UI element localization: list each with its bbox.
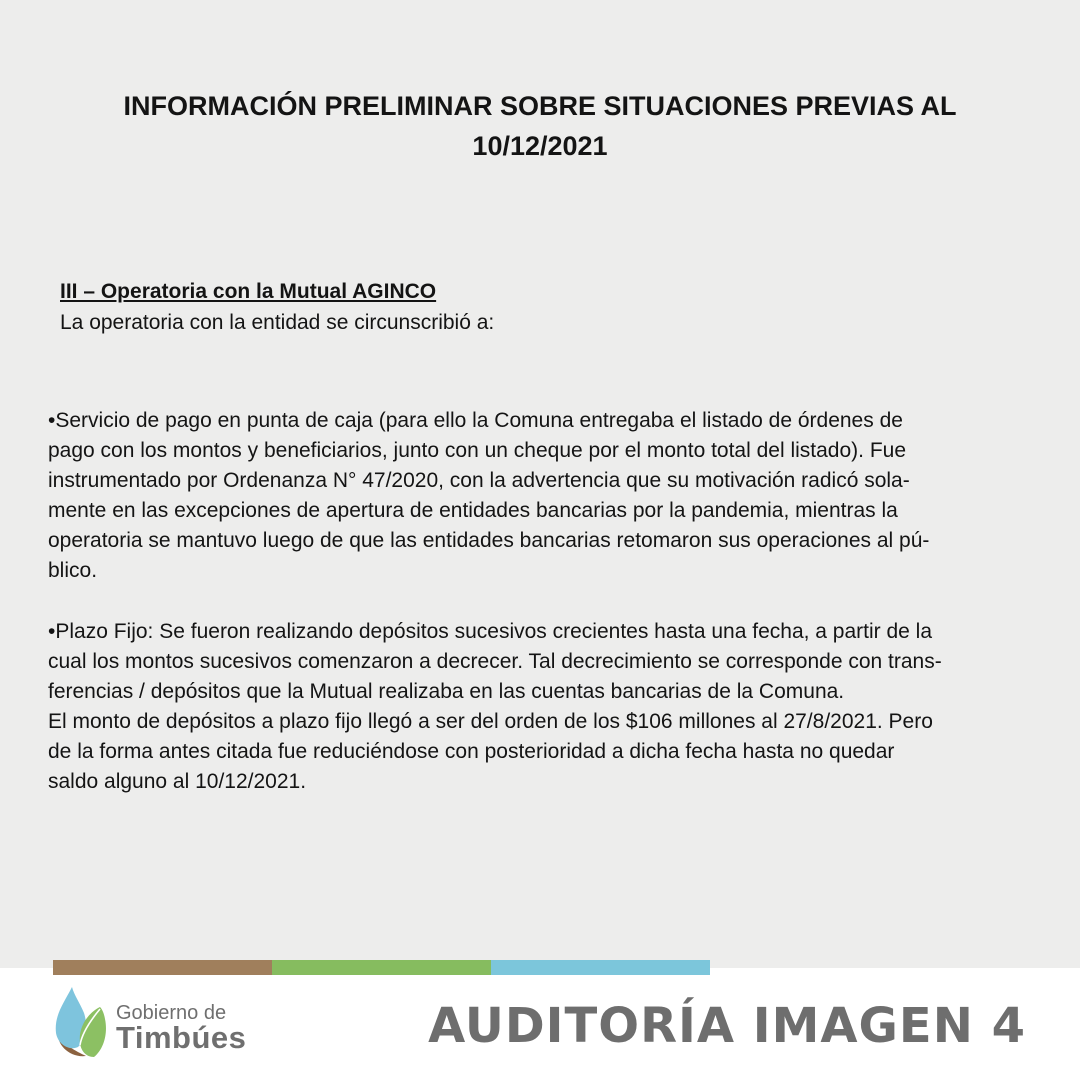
paragraph-line: •Plazo Fijo: Se fueron realizando depósitos sucesivos crecientes hasta una fecha, a partir de la	[48, 620, 933, 643]
color-bar-brown	[53, 960, 272, 975]
paragraph-line: operatoria se mantuvo luego de que las entidades bancarias retomaron sus operaciones al pú-	[48, 529, 930, 552]
paragraph-line: El monto de depósitos a plazo fijo llegó a ser del orden de los $106 millones al 27/8/2021. Pero	[48, 710, 933, 733]
logo-text-top: Gobierno de	[116, 1002, 227, 1024]
section-heading: III – Operatoria con la Mutual AGINCO	[60, 280, 437, 303]
paragraph-line: saldo alguno al 10/12/2021.	[48, 770, 307, 793]
paragraph-line: de la forma antes citada fue reduciéndose con posterioridad a dicha fecha hasta no quedar	[48, 740, 895, 763]
color-bar-green	[272, 960, 491, 975]
paragraph-line: pago con los montos y beneficiarios, junto con un cheque por el monto total del listado). Fue	[48, 439, 907, 462]
color-bars	[53, 960, 710, 975]
footer-title: AUDITORÍA IMAGEN 4	[428, 998, 1026, 1054]
intro-text: La operatoria con la entidad se circunscribió a:	[60, 311, 495, 334]
page-title	[60, 86, 1020, 166]
title-line-2: 10/12/2021	[472, 131, 608, 161]
color-bar-blue	[491, 960, 710, 975]
paragraph-plazo-fijo	[48, 617, 1038, 797]
paragraph-line: ferencias / depósitos que la Mutual realizaba en las cuentas bancarias de la Comuna.	[48, 680, 845, 703]
logo-text-bottom: Timbúes	[116, 1020, 247, 1055]
paragraph-line: cual los montos sucesivos comenzaron a decrecer. Tal decrecimiento se corresponde con trans-	[48, 650, 942, 673]
paragraph-line: •Servicio de pago en punta de caja (para ello la Comuna entregaba el listado de órdenes de	[48, 409, 903, 432]
water-drop-leaf-icon	[50, 985, 110, 1060]
title-line-1: INFORMACIÓN PRELIMINAR SOBRE SITUACIONES PREVIAS AL	[123, 91, 957, 121]
paragraph-line: mente en las excepciones de apertura de entidades bancarias por la pandemia, mientras la	[48, 499, 898, 522]
paragraph-servicio-pago	[48, 406, 1038, 586]
paragraph-line: instrumentado por Ordenanza N° 47/2020, con la advertencia que su motivación radicó sola-	[48, 469, 910, 492]
paragraph-line: blico.	[48, 559, 98, 582]
